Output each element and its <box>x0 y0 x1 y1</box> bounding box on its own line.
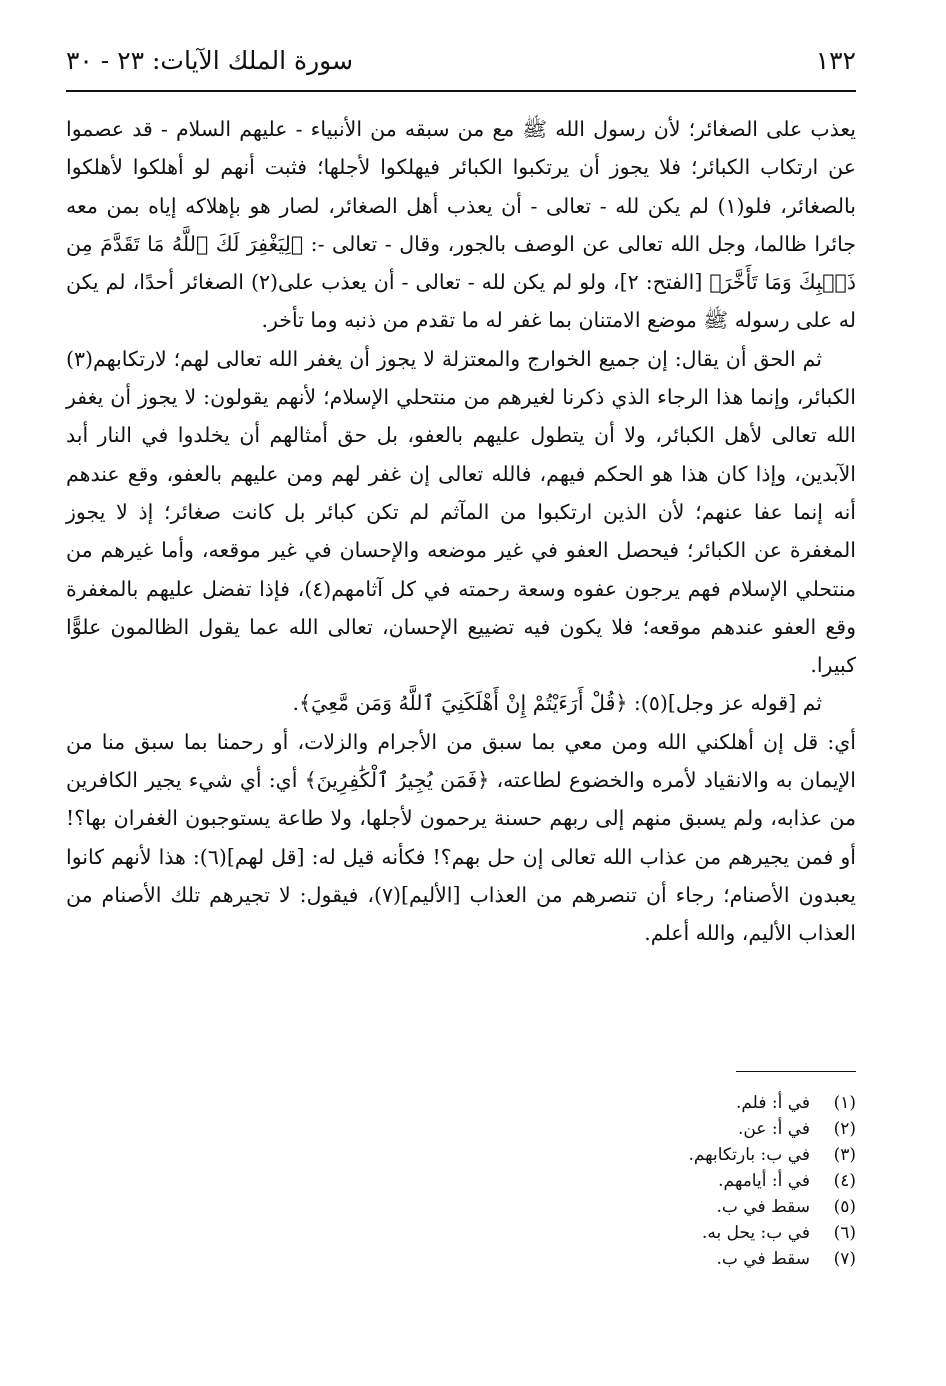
running-header <box>66 38 856 82</box>
footnote-text: في ب: يحل به. <box>701 1223 810 1243</box>
footnote-number: (١) <box>833 1093 856 1113</box>
footnote-text: في أ: عن. <box>737 1119 810 1139</box>
footnote-item <box>66 1168 856 1194</box>
footnote-number: (٤) <box>833 1171 856 1191</box>
footnote-number: (٧) <box>833 1249 856 1269</box>
footnote-item <box>66 1194 856 1220</box>
footnote-text: في ب: بارتكابهم. <box>688 1145 810 1165</box>
footnote-number: (٦) <box>833 1223 856 1243</box>
page-number: ١٣٢ <box>815 45 856 75</box>
footnote-divider <box>736 1071 856 1072</box>
footnote-item <box>66 1142 856 1168</box>
footnote-number: (٣) <box>833 1145 856 1165</box>
footnote-text: سقط في ب. <box>716 1249 810 1269</box>
footnote-item <box>66 1220 856 1246</box>
footnotes <box>66 1090 856 1272</box>
paragraph: يعذب على الصغائر؛ لأن رسول الله ﷺ مع من سبقه من الأنبياء - عليهم السلام - قد عصموا عن ارتكاب الكبائر؛ فلا يجوز أن يرتكبوا الكبائر فيهلكوا لأجلها؛ فثبت أنهم لو أهلكوا لأهلكوا بالصغائر، فلو(١) لم يكن لله - تعالى - أن يعذب أهل الصغائر، لصار هو بإهلاكه إياه بمن معه جائرا ظالما، وجل الله تعالى عن الوصف بالجور، وقال - تعالى -: ﴿لِيَغْفِرَ لَكَ ٱللَّهُ مَا تَقَدَّمَ مِن ذَنۢبِكَ وَمَا تَأَخَّرَ﴾ [الفتح: ٢]، ولو لم يكن لله - تعالى - أن يعذب على(٢) الصغائر أحدًا، لم يكن له على رسوله ﷺ موضع الامتنان بما غفر له ما تقدم من ذنبه وما تأخر. <box>66 117 856 333</box>
paragraph: أي: قل إن أهلكني الله ومن معي بما سبق من الأجرام والزلات، أو رحمنا بما سبق منا من الإيمان به والانقياد لأمره والخضوع لطاعته، ﴿فَمَن يُجِيرُ ٱلْكَٰفِرِينَ﴾ أي: أي شيء يجير الكافرين من عذابه، ولم يسبق منهم إلى ربهم حسنة يرحمون لأجلها، ولا طاعة يستوجبون الغفران بها؟! أو فمن يجيرهم من عذاب الله تعالى إن حل بهم؟! فكأنه قيل له: [قل لهم](٦): هذا لأنهم كانوا يعبدون الأصنام؛ رجاء أن تنصرهم من العذاب [الأليم](٧)، فيقول: لا تجيرهم تلك الأصنام من العذاب الأليم، والله أعلم. <box>66 729 856 946</box>
footnote-number: (٥) <box>833 1197 856 1217</box>
footnote-item <box>66 1116 856 1142</box>
footnote-item <box>66 1090 856 1116</box>
surah-title: سورة الملك الآيات: ٢٣ - ٣٠ <box>66 45 354 75</box>
footnote-number: (٢) <box>833 1119 856 1139</box>
main-text <box>66 110 856 953</box>
paragraph: ثم الحق أن يقال: إن جميع الخوارج والمعتزلة لا يجوز أن يغفر الله تعالى لهم؛ لارتكابهم(٣) الكبائر، وإنما هذا الرجاء الذي ذكرنا لغيرهم من منتحلي الإسلام؛ لأنهم يقولون: لا يجوز أن يغفر الله تعالى لأهل الكبائر، ولا أن يتطول عليهم بالعفو، بل حق أمثالهم أن يخلدوا في النار أبد الآبدين، وإذا كان هذا هو الحكم فيهم، فالله تعالى إن غفر لهم ومن عليهم بالعفو، وقع عندهم أنه إنما عفا عنهم؛ لأن الذين ارتكبوا من المآثم لم تكن كبائر بل كانت صغائر؛ إذ لا يجوز المغفرة عن الكبائر؛ فيحصل العفو في غير موضعه والإحسان في غير موقعه، وأما غيرهم من منتحلي الإسلام فهم يرجون عفوه وسعة رحمته في كل آثامهم(٤)، فإذا تفضل عليهم بالمغفرة وقع العفو عندهم موقعه؛ فلا يكون فيه تضييع الإحسان، تعالى الله عما يقول الظالمون علوًّا كبيرا. <box>66 346 856 678</box>
footnote-text: في أ: أيامهم. <box>718 1171 810 1191</box>
footnote-text: سقط في ب. <box>716 1197 810 1217</box>
book-page <box>66 38 856 1358</box>
footnote-text: في أ: فلم. <box>735 1093 810 1113</box>
footnote-item <box>66 1246 856 1272</box>
paragraph: ثم [قوله عز وجل](٥): ﴿قُلْ أَرَءَيْتُمْ إِنْ أَهْلَكَنِيَ ٱللَّهُ وَمَن مَّعِيَ﴾. <box>292 691 822 716</box>
header-divider <box>66 90 856 92</box>
